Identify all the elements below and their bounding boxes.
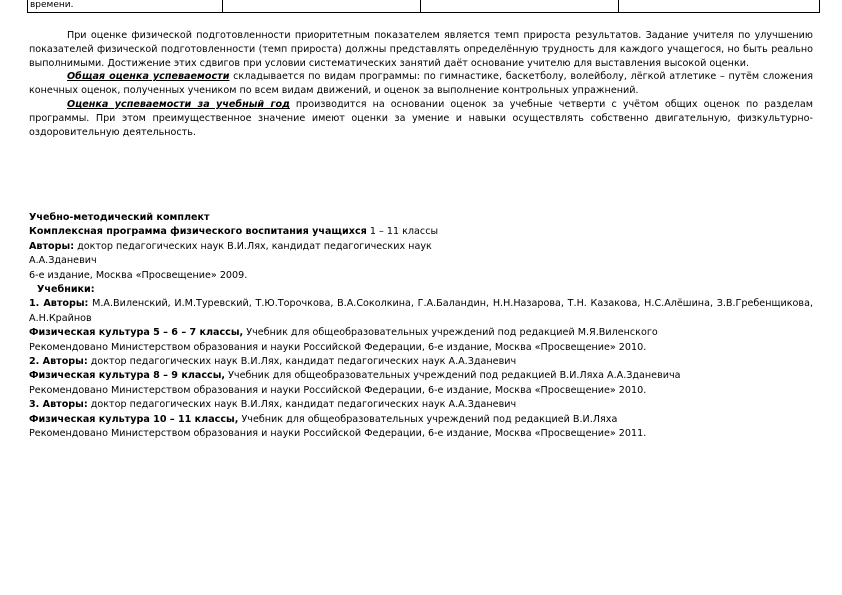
- table-cell: времени.: [28, 0, 223, 13]
- table-cell: [421, 0, 619, 13]
- term-yearly-assessment: Оценка успеваемости за учебный год: [67, 98, 290, 110]
- table-row: [28, 0, 820, 13]
- paragraph-text: производится на основании оценок за учебные четверти с учётом общих оценок по разделам программы. При этом преимущественное значение имеют оценки за умение и навыки осуществлять собственно двигательную, физкультурно-оздоровительную деятельность.: [29, 98, 814, 138]
- program-authors: Авторы: доктор педагогических наук В.И.Лях, кандидат педагогических наук: [29, 240, 432, 252]
- program-authors-cont: А.А.Зданевич: [29, 255, 97, 267]
- table-cell: [619, 0, 820, 13]
- table-fragment: [27, 0, 820, 13]
- book2-recommendation: Рекомендовано Министерством образования и науки Российской Федерации, 6-е издание, Москва «Просвещение» 2010.: [29, 384, 647, 396]
- book2-authors: 2. Авторы: доктор педагогических наук В.И.Лях, кандидат педагогических наук А.А.Зданевич: [29, 356, 517, 368]
- assessment-text: [29, 29, 813, 139]
- book1-authors: 1. Авторы: М.А.Виленский, И.М.Туревский, Т.Ю.Торочкова, В.А.Соколкина, Г.А.Баландин, Н.Н.Назарова, Т.Н. Казакова, Н.С.Алёшина, З.В.Гребенщикова, А.Н.Крайнов: [29, 298, 814, 324]
- program-title: Комплексная программа физического воспитания учащихся 1 – 11 классы: [29, 226, 439, 238]
- textbooks-heading: Учебники:: [37, 284, 95, 296]
- book2-title: Физическая культура 8 – 9 классы, Учебник для общеобразовательных учреждений под редакцией В.И.Ляха А.А.Зданевича: [29, 370, 681, 382]
- book1-recommendation: Рекомендовано Министерством образования и науки Российской Федерации, 6-е издание, Москва «Просвещение» 2010.: [29, 341, 647, 353]
- table-cell: [223, 0, 421, 13]
- paragraph-text: складывается по видам программы: по гимнастике, баскетболу, волейболу, лёгкой атлетике – путём сложения конечных оценок, полученных учеником по всем видам движений, и оценок за выполнение контрольных упражнений.: [29, 71, 813, 97]
- paragraph-physical-fitness: При оценке физической подготовленности приоритетным показателем является темп прироста результатов. Задание учителя по улучшению показателей физической подготовленности (темп прироста) должны представлять определённую трудность для каждого учащегося, но быть реально выполнимыми. Достижение этих сдвигов при условии систематических занятий даёт основание учителю для выставления высокой оценки.: [29, 30, 813, 69]
- program-edition: 6-е издание, Москва «Просвещение» 2009.: [29, 269, 248, 281]
- book3-title: Физическая культура 10 – 11 классы, Учебник для общеобразовательных учреждений под редакцией В.И.Ляха: [29, 413, 618, 425]
- umk-section: [29, 211, 813, 442]
- paragraph-yearly-assessment: [29, 98, 813, 139]
- paragraph-general-assessment: [29, 70, 813, 98]
- book1-title: Физическая культура 5 – 6 – 7 классы, Учебник для общеобразовательных учреждений под редакцией М.Я.Виленского: [29, 327, 658, 339]
- book3-authors: 3. Авторы: доктор педагогических наук В.И.Лях, кандидат педагогических наук А.А.Зданевич: [29, 399, 517, 411]
- umk-heading: Учебно-методический комплект: [29, 212, 210, 223]
- book3-recommendation: Рекомендовано Министерством образования и науки Российской Федерации, 6-е издание, Москва «Просвещение» 2011.: [29, 428, 647, 440]
- term-general-assessment: Общая оценка успеваемости: [67, 71, 230, 83]
